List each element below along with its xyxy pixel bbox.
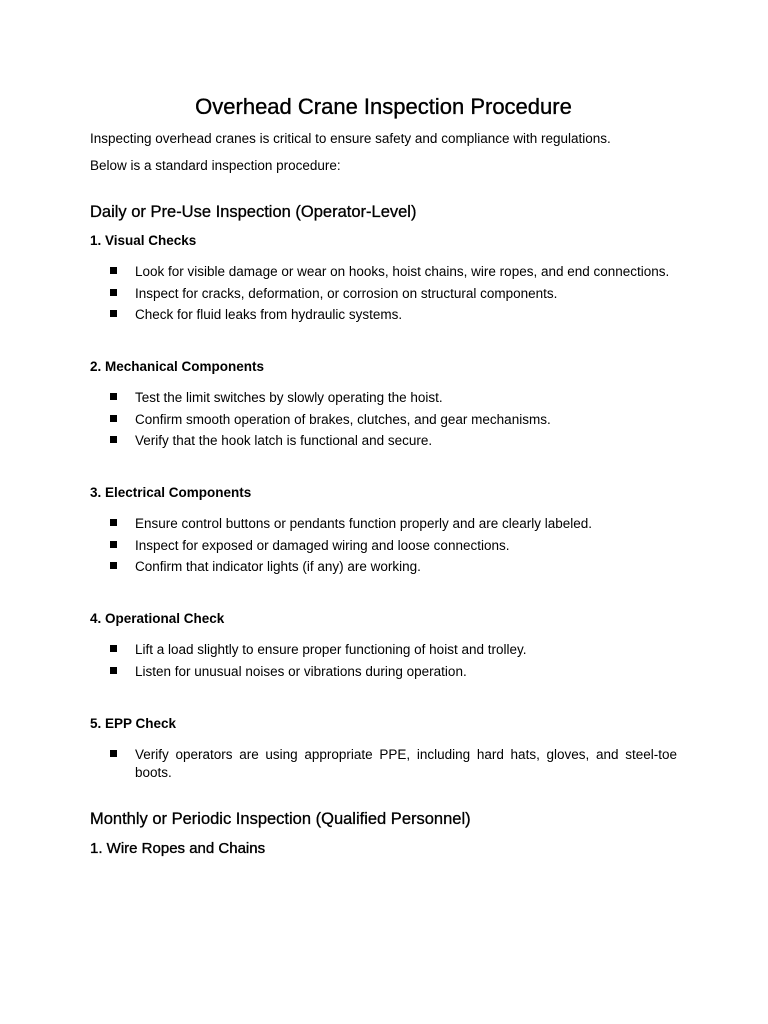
list-item-text: Lift a load slightly to ensure proper functioning of hoist and trolley. — [135, 642, 527, 657]
square-bullet-icon — [110, 415, 117, 422]
list-item — [90, 432, 677, 450]
list-item-text: Verify that the hook latch is functional and secure. — [135, 433, 433, 448]
subheading-operational-check: 4. Operational Check — [90, 611, 225, 626]
square-bullet-icon — [110, 310, 117, 317]
list-item-text: Inspect for cracks, deformation, or corrosion on structural components. — [135, 285, 558, 301]
operational-check-list — [90, 641, 677, 681]
list-item — [90, 515, 677, 533]
list-item — [90, 537, 677, 555]
square-bullet-icon — [110, 436, 117, 443]
list-item-text: Test the limit switches by slowly operating the hoist. — [135, 390, 443, 405]
list-item — [90, 285, 677, 303]
list-item — [90, 411, 677, 429]
visual-checks-list — [90, 263, 677, 324]
subheading-wire-ropes-chains: 1. Wire Ropes and Chains — [90, 839, 266, 857]
epp-check-list — [90, 746, 677, 782]
list-item-text: Check for fluid leaks from hydraulic systems. — [135, 307, 403, 322]
square-bullet-icon — [110, 289, 117, 296]
section-heading-monthly-inspection: Monthly or Periodic Inspection (Qualified Personnel) — [90, 809, 471, 828]
square-bullet-icon — [110, 667, 117, 674]
list-item — [90, 663, 677, 681]
square-bullet-icon — [110, 562, 117, 569]
square-bullet-icon — [110, 541, 117, 548]
list-item-text: Confirm that indicator lights (if any) are working. — [135, 559, 421, 574]
square-bullet-icon — [110, 750, 117, 757]
list-item-text: Listen for unusual noises or vibrations during operation. — [135, 663, 467, 679]
electrical-components-list — [90, 515, 677, 576]
document-title: Overhead Crane Inspection Procedure — [195, 94, 572, 119]
list-item-text: Inspect for exposed or damaged wiring and loose connections. — [135, 537, 510, 553]
list-item — [90, 389, 677, 407]
list-item — [90, 558, 677, 576]
list-item-text: Look for visible damage or wear on hooks, hoist chains, wire ropes, and end connections. — [135, 264, 670, 279]
subheading-visual-checks: 1. Visual Checks — [90, 233, 197, 248]
square-bullet-icon — [110, 645, 117, 652]
subheading-electrical-components: 3. Electrical Components — [90, 485, 252, 500]
intro-paragraph: Below is a standard inspection procedure: — [90, 158, 341, 173]
list-item-text: Ensure control buttons or pendants function properly and are clearly labeled. — [135, 516, 593, 531]
subheading-epp-check: 5. EPP Check — [90, 715, 177, 731]
square-bullet-icon — [110, 393, 117, 400]
list-item — [90, 306, 677, 324]
list-item-text: Verify operators are using appropriate PPE, including hard hats, gloves, and steel-toe boots. — [135, 746, 677, 780]
section-heading-daily-inspection: Daily or Pre-Use Inspection (Operator-Level) — [90, 203, 417, 221]
subheading-mechanical-components: 2. Mechanical Components — [90, 359, 265, 374]
list-item — [90, 263, 677, 281]
square-bullet-icon — [110, 267, 117, 274]
square-bullet-icon — [110, 519, 117, 526]
list-item — [90, 746, 677, 782]
list-item-text: Confirm smooth operation of brakes, clutches, and gear mechanisms. — [135, 411, 551, 427]
list-item — [90, 641, 677, 659]
intro-paragraph: Inspecting overhead cranes is critical to ensure safety and compliance with regulations. — [90, 131, 611, 146]
mechanical-components-list — [90, 389, 677, 450]
